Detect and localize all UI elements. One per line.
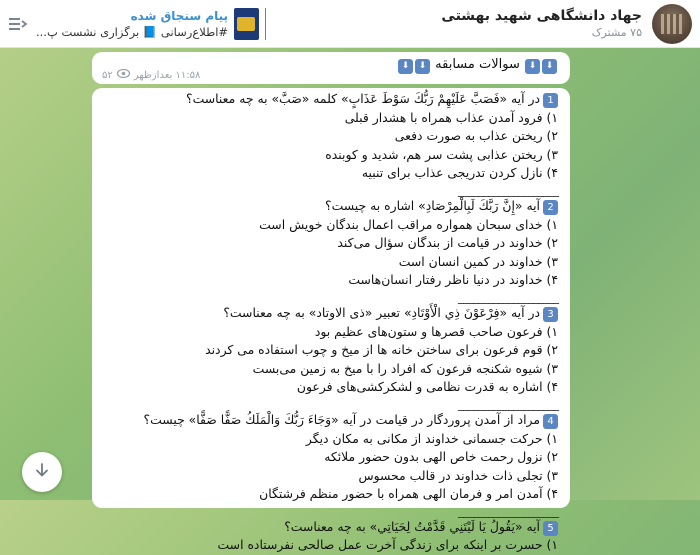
channel-title-block[interactable] — [441, 7, 642, 40]
view-count: ۵۲ — [102, 69, 113, 81]
number-badge-icon: 5 — [543, 521, 558, 536]
question-text: در آیه «فِرْعَوْنَ ذِي الْأَوْتَادِ» تعبیر «ذی الاوتاد» به چه معناست؟ — [223, 304, 540, 320]
question-text: مراد از آمدن پروردگار در قیامت در آیه «وَجَاءَ رَبُّكَ وَالْمَلَكُ صَفًّا صَفًّا» چیست؟ — [143, 411, 540, 427]
option: ۴) آمدن امر و فرمان الهی همراه با حضور منظم فرشتگان — [259, 486, 558, 502]
option: ۳) تجلی ذات خداوند در قالب محسوس — [358, 467, 558, 483]
question-text: آیه «إِنَّ رَبَّكَ لَبِالْمِرْصَادِ» اشاره به چیست؟ — [325, 197, 540, 213]
menu-icon[interactable] — [6, 12, 30, 36]
arrow-down-icon — [34, 462, 50, 482]
option: ۱) فرعون صاحب قصرها و ستون‌های عظیم بود — [314, 323, 558, 339]
question-text: آیه «يَقُولُ يَا لَيْتَنِي قَدَّمْتُ لِحَيَاتِي» به چه معناست؟ — [284, 518, 540, 534]
option: ۱) خدای سبحان همواره مراقب اعمال بندگان خویش است — [259, 216, 558, 232]
question-4 — [104, 411, 558, 504]
option: ۳) خداوند در کمین انسان است — [398, 253, 558, 269]
option: ۲) نزول رحمت خاص الهی بدون حضور ملائکه — [324, 449, 558, 465]
scroll-down-button[interactable] — [22, 452, 62, 492]
pinned-thumbnail — [234, 8, 259, 40]
pinned-title: پیام سنجاق شده — [130, 9, 229, 23]
option: ۴) اشاره به قدرت نظامی و لشکرکشی‌های فرعون — [296, 379, 558, 395]
separator: ____________________ — [458, 503, 558, 518]
message-title: سوالات مسابقه — [435, 57, 520, 72]
pinned-message[interactable] — [36, 5, 266, 43]
option: ۲) خداوند در قیامت از بندگان سؤال می‌کند — [337, 235, 558, 251]
option: ۴) خداوند در دنیا ناظر رفتار انسان‌هاست — [348, 272, 558, 288]
message-time: ۱۱:۵۸ بعدازظهر — [133, 69, 201, 81]
option: ۱) فرود آمدن عذاب همراه با هشدار قبلی — [344, 109, 558, 125]
message-meta — [102, 69, 200, 81]
separator: ____________________ — [458, 182, 558, 197]
option: ۳) ریختن عذابی پشت سر هم، شدید و کوبنده — [325, 146, 558, 162]
subscriber-count: ۷۵ مشترک — [591, 26, 642, 39]
separator: ____________________ — [458, 289, 558, 304]
message-bubble — [92, 52, 570, 84]
number-badge-icon: 2 — [543, 200, 558, 215]
number-badge-icon: 3 — [543, 307, 558, 322]
channel-title[interactable]: جهاد دانشگاهی شهید بهشتی — [441, 8, 642, 24]
channel-avatar[interactable] — [652, 4, 692, 44]
question-1 — [104, 90, 558, 183]
arrow-down-emoji-icon: ⬇ — [525, 59, 540, 74]
number-badge-icon: 1 — [543, 93, 558, 108]
arrow-down-emoji-icon: ⬇ — [415, 59, 430, 74]
option: ۱) حسرت بر اینکه برای زندگی آخرت عمل صالحی نفرستاده است — [217, 537, 558, 553]
option: ۲) ریختن عذاب به صورت دفعی — [394, 128, 558, 144]
question-5 — [104, 518, 558, 555]
option: ۳) شیوه شکنجه فرعون که افراد را با میخ به زمین می‌بست — [252, 360, 558, 376]
pinned-indicator — [265, 8, 266, 40]
question-text: در آیه «فَصَبَّ عَلَیْهِمْ رَبُّكَ سَوْطَ عَذَابٍ» كلمه «صَبَّ» به چه معناست؟ — [186, 91, 540, 106]
option: ۲) قوم فرعون برای ساختن خانه ها از میخ و چوب استفاده می کردند — [205, 342, 558, 358]
question-2 — [104, 197, 558, 290]
question-3 — [104, 304, 558, 397]
arrow-down-emoji-icon: ⬇ — [398, 59, 413, 74]
separator: ____________________ — [458, 396, 558, 411]
pinned-preview: #اطلاع‌رسانی 📘 برگزاری نشست پ... — [36, 25, 229, 39]
message-bubble-questions — [92, 88, 570, 553]
option: ۴) نازل کردن تدریجی عذاب برای تنبیه — [361, 165, 558, 181]
option: ۱) حرکت جسمانی خداوند از مکانی به مکان دیگر — [305, 430, 558, 446]
number-badge-icon: 4 — [543, 414, 558, 429]
arrow-down-emoji-icon: ⬇ — [542, 59, 557, 74]
eye-icon — [117, 69, 130, 81]
